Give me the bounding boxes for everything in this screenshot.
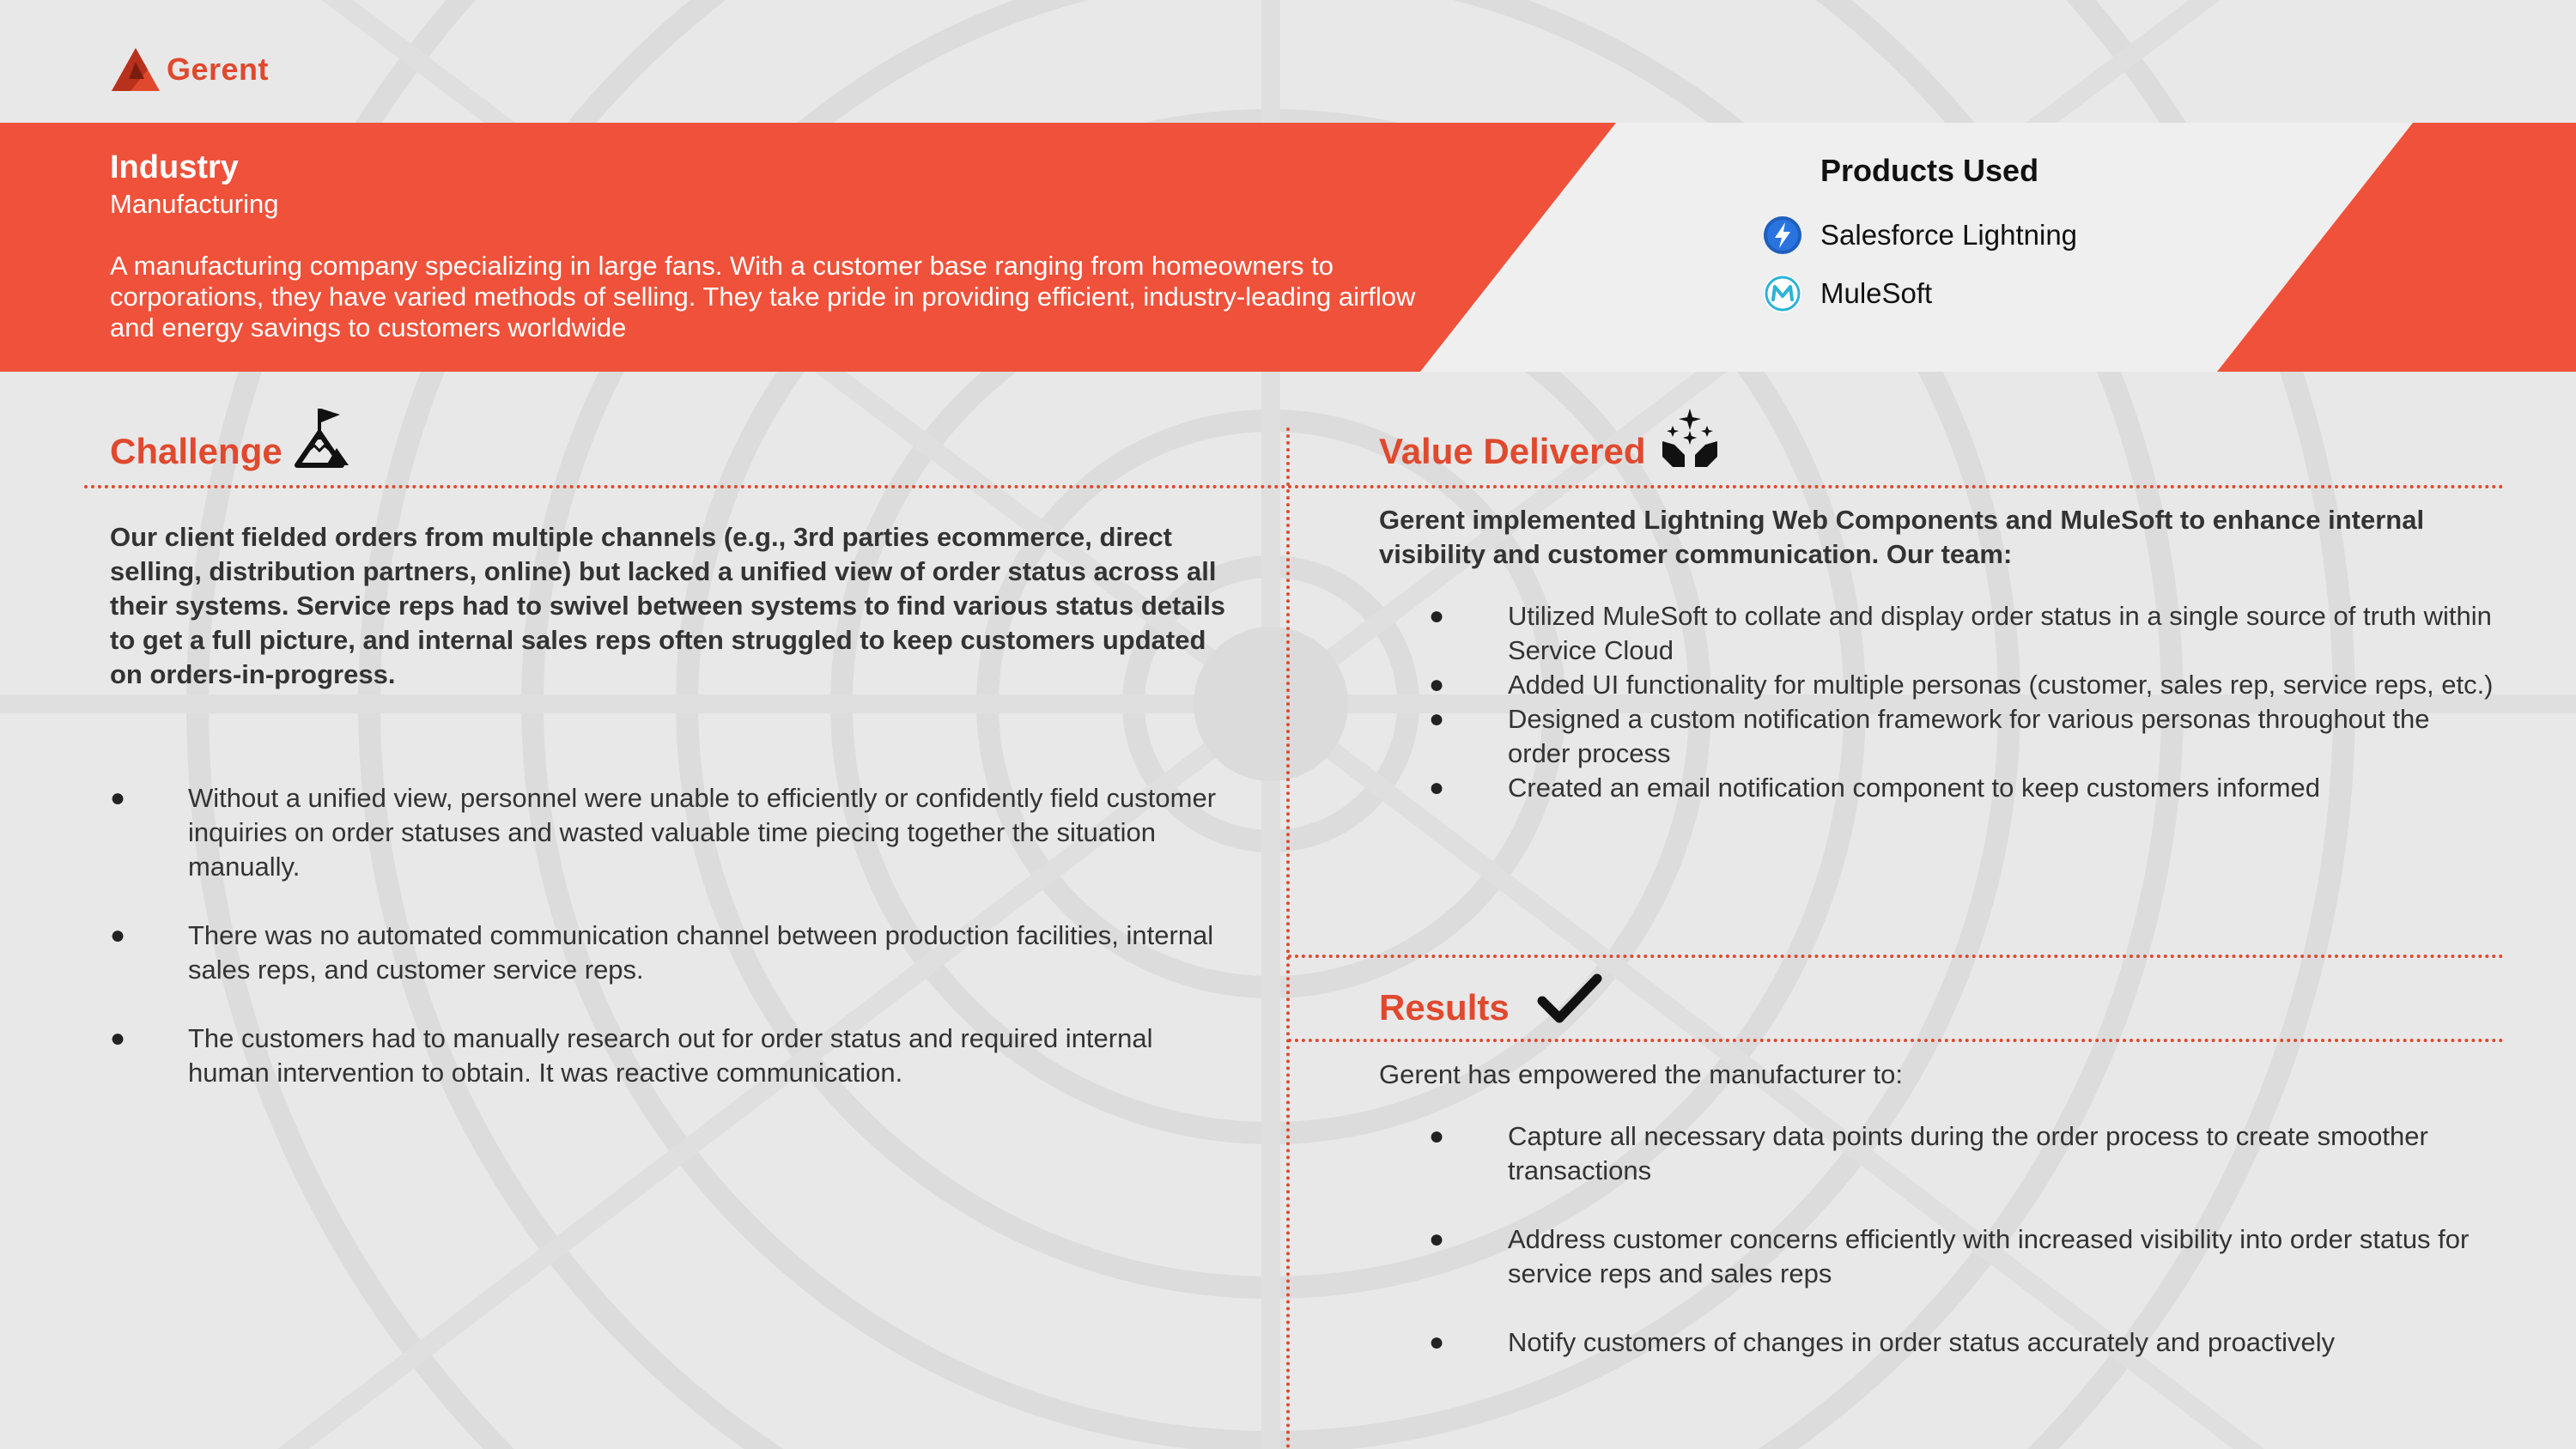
list-item: [110, 919, 1226, 987]
product-item-salesforce: [1762, 215, 2077, 256]
products-title: Products Used: [1820, 153, 2039, 188]
salesforce-lightning-icon: [1762, 215, 1803, 256]
list-item-text: Address customer concerns efficiently with increased visibility into order status for service reps and sales reps: [1508, 1224, 2470, 1288]
list-item: [1429, 702, 2494, 771]
product-item-mulesoft: [1762, 273, 1932, 314]
list-item: [1429, 599, 2494, 668]
challenge-intro: Our client fielded orders from multiple channels (e.g., 3rd parties ecommerce, direct selling, distribution partners, online) but lacked a unified view of order status across all their systems. Service reps had to swivel between systems to find various status details to get a full picture, and internal sales reps often struggled to keep customers updated on orders-in-progress.: [110, 522, 1226, 689]
industry-value: Manufacturing: [110, 189, 279, 219]
mulesoft-icon: [1762, 273, 1803, 314]
bullet-dot: ●: [1429, 1328, 1445, 1356]
value-heading: Value Delivered: [1379, 431, 1646, 471]
list-item-text: Notify customers of changes in order status accurately and proactively: [1508, 1327, 2336, 1357]
value-divider: [1288, 485, 2504, 488]
bullet-dot: ●: [1429, 705, 1445, 733]
list-item-text: There was no automated communication channel between production facilities, internal sales reps, and customer service reps.: [188, 920, 1214, 985]
bullet-dot: ●: [1429, 602, 1445, 630]
list-item-text: Without a unified view, personnel were unable to efficiently or confidently field customer inquiries on order statuses and wasted valuable time piecing together the situation manually.: [188, 783, 1217, 882]
bullet-dot: ●: [110, 921, 126, 949]
challenge-list: [110, 781, 1226, 1125]
hands-sparkle-icon: [1659, 407, 1721, 469]
list-item: [1429, 1325, 2502, 1360]
bullet-dot: ●: [1429, 1225, 1445, 1253]
logo-text: Gerent: [167, 52, 270, 87]
results-list: [1429, 1119, 2502, 1394]
list-item-text: Capture all necessary data points during the order process to create smoother transactions: [1508, 1121, 2428, 1185]
gerent-logo-icon: [110, 46, 161, 93]
list-item: [1429, 1119, 2502, 1188]
list-item: [110, 1022, 1226, 1090]
product-label: MuleSoft: [1820, 277, 1933, 309]
industry-label: Industry: [110, 149, 239, 185]
list-item: [110, 781, 1226, 884]
list-item: [1429, 771, 2494, 805]
mountain-flag-icon: [292, 405, 354, 469]
value-intro: Gerent implemented Lightning Web Components and MuleSoft to enhance internal visibility and customer communication. Our team:: [1379, 505, 2425, 569]
list-item-text: Utilized MuleSoft to collate and display order status in a single source of truth within Service Cloud: [1508, 601, 2492, 665]
list-item-text: Added UI functionality for multiple personas (customer, sales rep, service reps, etc.): [1508, 670, 2494, 700]
list-item-text: The customers had to manually research out for order status and required internal human intervention to obtain. It was reactive communication.: [188, 1023, 1153, 1088]
list-item-text: Created an email notification component to keep customers informed: [1508, 773, 2320, 803]
gerent-logo: [110, 46, 269, 93]
results-intro: Gerent has empowered the manufacturer to:: [1379, 1059, 1903, 1089]
product-label: Salesforce Lightning: [1820, 219, 2078, 251]
bullet-dot: ●: [110, 1024, 126, 1052]
bullet-dot: ●: [110, 784, 126, 812]
list-item: [1429, 668, 2494, 702]
bullet-dot: ●: [1429, 670, 1445, 699]
bullet-dot: ●: [1429, 1122, 1445, 1150]
results-heading: Results: [1379, 987, 1510, 1028]
bullet-dot: ●: [1429, 773, 1445, 802]
list-item-text: Designed a custom notification framework for various personas throughout the order process: [1508, 704, 2430, 768]
results-top-divider: [1288, 955, 2504, 958]
industry-description: A manufacturing company specializing in large fans. With a customer base ranging from homeowners to corporations, they have varied methods of selling. They take pride in providing efficient, industry-leading airflow and energy savings to customers worldwide: [110, 251, 1416, 343]
challenge-divider: [84, 485, 1286, 488]
column-divider: [1286, 427, 1290, 1449]
list-item: [1429, 1222, 2502, 1291]
results-divider: [1288, 1039, 2504, 1042]
challenge-heading: Challenge: [110, 431, 283, 471]
value-list: [1429, 599, 2494, 805]
checkmark-icon: [1537, 973, 1602, 1025]
